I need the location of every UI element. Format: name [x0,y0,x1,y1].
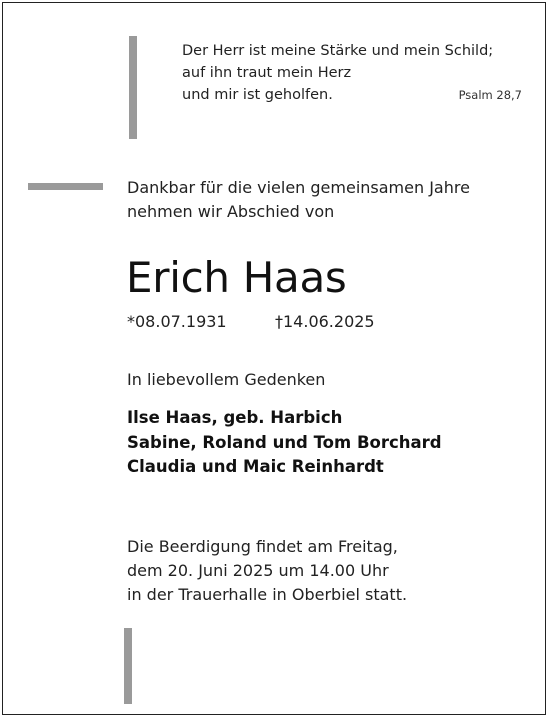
memory-text: In liebevollem Gedenken [127,370,326,389]
decorative-bar-vertical-top [129,36,137,139]
notice-border [2,2,546,715]
mourner-line: Sabine, Roland und Tom Borchard [127,432,442,452]
verse-reference: Psalm 28,7 [458,88,522,102]
funeral-line: in der Trauerhalle in Oberbiel statt. [127,585,408,604]
death-date: †14.06.2025 [275,312,375,331]
mourner-line: Claudia und Maic Reinhardt [127,457,384,476]
intro-line: nehmen wir Abschied von [127,202,335,221]
verse-line: Der Herr ist meine Stärke und mein Schild; [182,43,494,59]
decorative-bar-horizontal [28,183,103,190]
mourners-list [127,406,442,480]
funeral-line: Die Beerdigung findet am Freitag, [127,537,398,556]
deceased-name: Erich Haas [126,253,347,302]
decorative-bar-vertical-bottom [124,628,132,704]
funeral-info [127,535,407,607]
verse-line: auf ihn traut mein Herz [182,65,352,81]
bible-verse [182,40,522,106]
intro-line: Dankbar für die vielen gemeinsamen Jahre [127,178,470,197]
mourner-line: Ilse Haas, geb. Harbich [127,408,343,427]
birth-date: *08.07.1931 [127,312,227,331]
life-dates [127,311,375,333]
intro-text [127,176,470,224]
funeral-line: dem 20. Juni 2025 um 14.00 Uhr [127,561,389,580]
verse-line: und mir ist geholfen. [182,87,333,103]
